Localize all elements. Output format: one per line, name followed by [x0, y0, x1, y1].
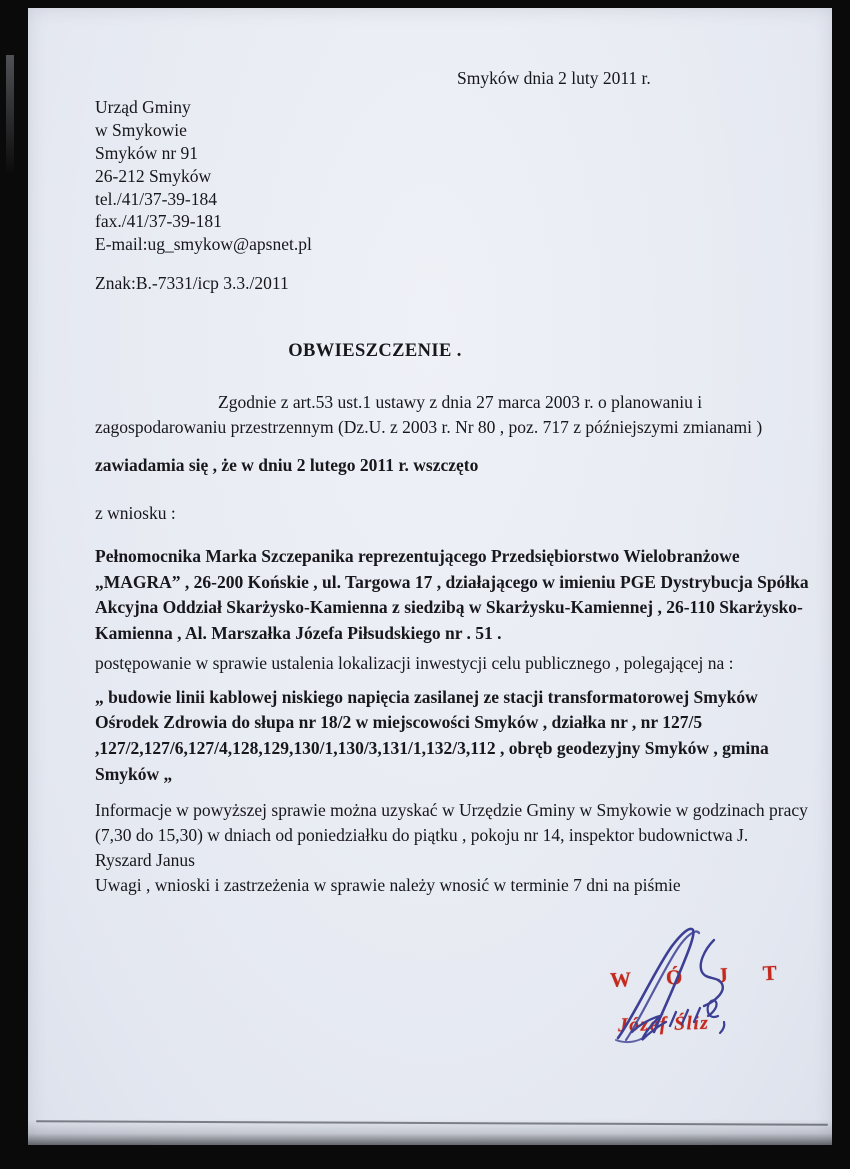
- page-fold-line: [36, 1120, 828, 1125]
- stamp-role-text: W Ó J T: [609, 960, 793, 992]
- sender-line: fax./41/37-39-181: [95, 211, 222, 232]
- sender-line: Urząd Gminy: [95, 96, 191, 117]
- sender-line: tel./41/37-39-184: [95, 188, 217, 209]
- paragraph-proceeding: postępowanie w sprawie ustalenia lokalizacji inwestycji celu publicznego , polegającej na :: [95, 652, 734, 673]
- document-page: [28, 8, 832, 1145]
- sender-address-block: [95, 96, 809, 256]
- handwritten-signature-ink: [586, 920, 776, 1070]
- sender-line: w Smykowie: [95, 119, 187, 140]
- paragraph-legal-basis: Zgodnie z art.53 ust.1 ustawy z dnia 27 marca 2003 r. o planowaniu i zagospodarowaniu przestrzennym (Dz.U. z 2003 r. Nr 80 , poz. 717 z późniejszymi zmianami ): [95, 392, 763, 438]
- paragraph-applicant: Pełnomocnika Marka Szczepanika reprezentującego Przedsiębiorstwo Wielobranżowe „MAGRA” , 26-200 Końskie , ul. Targowa 17 , działającego w imieniu PGE Dystrybucja Spółka Akcyjna Oddział Skarżysko-Kamienna z siedzibą w Skarżysku-Kamiennej , 26-110 Skarżysko-Kamienna , Al. Marszałka Józefa Piłsudskiego nr . 51 .: [95, 545, 809, 643]
- case-reference: Znak:B.-7331/icp 3.3./2011: [95, 273, 289, 294]
- sender-line: E-mail:ug_smykow@apsnet.pl: [95, 234, 312, 255]
- paragraph-notice: zawiadamia się , że w dniu 2 lutego 2011 r. wszczęto: [95, 455, 479, 476]
- paragraph-remarks: Uwagi , wnioski i zastrzeżenia w sprawie należy wnosić w terminie 7 dni na piśmie: [95, 874, 681, 895]
- mayor-stamp: [576, 946, 806, 1076]
- sender-line: Smyków nr 91: [95, 142, 199, 163]
- paragraph-on-request: z wniosku :: [95, 502, 176, 523]
- title-wrap: [95, 338, 655, 364]
- document-title: OBWIESZCZENIE .: [288, 341, 462, 362]
- date-line: Smyków dnia 2 luty 2011 r.: [457, 68, 651, 88]
- document-content: [95, 8, 809, 898]
- stamp-name-text: Józef Śliz: [617, 1012, 710, 1037]
- paragraph-investment: „ budowie linii kablowej niskiego napięcia zasilanej ze stacji transformatorowej Smyków Ośrodek Zdrowia do słupa nr 18/2 w miejscowości Smyków , działka nr , nr 127/5 ,127/2,127/6,127/4,128,129,130/1,130/3,131/1,132/3,112 , obręb geodezyjny Smyków , gmina Smyków „: [95, 686, 769, 784]
- paragraph-info: Informacje w powyższej sprawie można uzyskać w Urzędzie Gminy w Smykowie w godzinach pracy (7,30 do 15,30) w dniach od poniedziałku do piątku , pokoju nr 14, inspektor budownictwa J. Ryszard Janus: [95, 800, 808, 871]
- sender-line: 26-212 Smyków: [95, 165, 212, 186]
